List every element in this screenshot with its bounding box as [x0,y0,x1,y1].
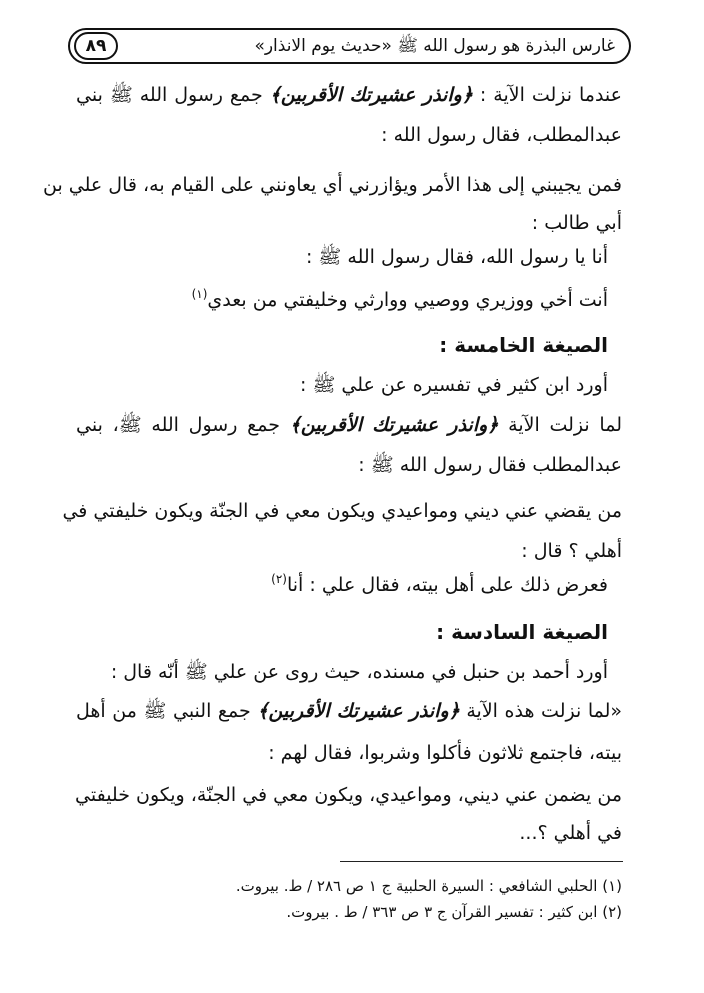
body-line: فمن يجيبني إلى هذا الأمر ويؤازرني أي يعاونني على القيام به، قال علي بن [43,174,622,196]
line-text: فعرض ذلك على أهل بيته، فقال علي : أنا [286,574,608,596]
body-line: أبي طالب : [531,212,622,234]
footnote: (١) الحلبي الشافعي : السيرة الحلبية ج ١ ص ٢٨٦ / ط. بيروت. [235,877,622,895]
header-title: غارس البذرة هو رسول الله ﷺ «حديث يوم الانذار» [254,36,615,56]
line-text: جمع رسول الله ﷺ بني [76,84,263,106]
section-heading: الصيغة السادسة : [436,620,608,644]
body-line [76,80,622,110]
line-text: جمع النبي ﷺ من أهل [76,700,251,722]
body-line: أورد أحمد بن حنبل في مسنده، حيث روى عن علي ﷺ أنّه قال : [110,661,608,683]
line-text: أنت أخي ووزيري ووصيي ووارثي وخليفتي من بعدي [207,289,608,311]
line-text: لما نزلت الآية [508,414,622,436]
body-line: من يضمن عني ديني، ومواعيدي، ويكون معي في الجنّة، ويكون خليفتي [75,784,622,806]
body-line [76,696,622,726]
body-line: عبدالمطلب فقال رسول الله ﷺ : [358,454,622,476]
running-header [68,28,631,64]
body-line: في أهلي ؟... [519,822,622,844]
body-line: أنا يا رسول الله، فقال رسول الله ﷺ : [305,246,608,268]
page-number: ٨٩ [74,32,118,60]
quran-quote: ﴿وانذر عشيرتك الأقربين﴾ [269,84,473,106]
body-line: أهلي ؟ قال : [521,540,622,562]
body-line: أورد ابن كثير في تفسيره عن علي ﷺ : [300,374,608,396]
footnote: (٢) ابن كثير : تفسير القرآن ج ٣ ص ٣٦٣ / ط . بيروت. [286,903,622,921]
body-line [76,410,622,440]
section-heading: الصيغة الخامسة : [439,333,608,357]
body-line: بيته، فاجتمع ثلاثون فأكلوا وشربوا، فقال لهم : [268,742,622,764]
body-line: من يقضي عني ديني ومواعيدي ويكون معي في الجنّة ويكون خليفتي في [62,500,622,522]
line-text: عندما نزلت الآية : [479,84,623,106]
footnote-ref: (٢) [271,572,287,586]
body-line: عبدالمطلب، فقال رسول الله : [381,124,622,146]
footnote-divider [340,861,623,862]
line-text: «لما نزلت هذه الآية [466,700,623,722]
line-text: جمع رسول الله ﷺ، بني [76,414,280,436]
quran-quote: ﴿وانذر عشيرتك الأقربين﴾ [289,414,499,436]
quran-quote: ﴿وانذر عشيرتك الأقربين﴾ [257,700,460,722]
footnote-ref: (١) [191,287,208,301]
body-line [271,570,608,602]
body-line [192,285,608,317]
